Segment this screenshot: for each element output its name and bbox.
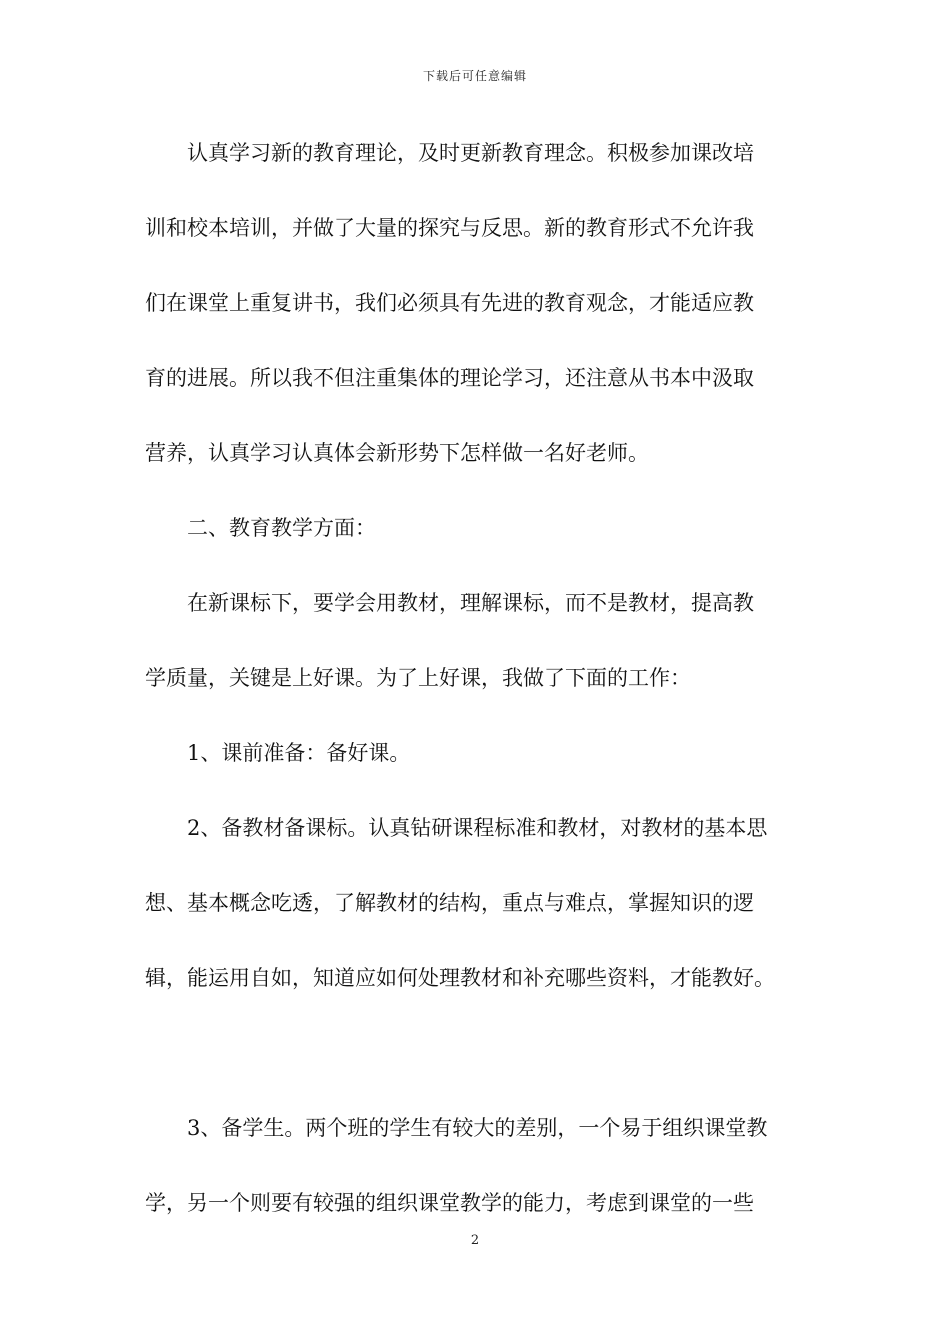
document-body: [145, 130, 815, 1255]
list-item: 1、课前准备：备好课。: [187, 741, 411, 765]
paragraph-line: 学质量，关键是上好课。为了上好课，我做了下面的工作：: [145, 666, 691, 690]
paragraph-line: 们在课堂上重复讲书，我们必须具有先进的教育观念，才能适应教: [145, 291, 754, 315]
page-header: 下载后可任意编辑: [422, 69, 527, 83]
paragraph-line: 营养，认真学习认真体会新形势下怎样做一名好老师。: [145, 441, 649, 465]
page-number: 2: [470, 1233, 480, 1248]
list-item: 2、备教材备课标。认真钻研课程标准和教材，对教材的基本思: [187, 816, 768, 840]
paragraph-line: 在新课标下，要学会用教材，理解课标，而不是教材，提高教: [187, 591, 754, 615]
list-item: 3、备学生。两个班的学生有较大的差别，一个易于组织课堂教: [187, 1116, 768, 1140]
paragraph-line: 训和校本培训，并做了大量的探究与反思。新的教育形式不允许我: [145, 216, 754, 240]
paragraph-line: 想、基本概念吃透，了解教材的结构，重点与难点，掌握知识的逻: [145, 891, 754, 915]
paragraph-line: 辑，能运用自如，知道应如何处理教材和补充哪些资料，才能教好。: [145, 966, 775, 990]
paragraph-line: 认真学习新的教育理论，及时更新教育理念。积极参加课改培: [187, 141, 754, 165]
paragraph-line: 育的进展。所以我不但注重集体的理论学习，还注意从书本中汲取: [145, 366, 754, 390]
section-heading: 二、教育教学方面：: [187, 516, 376, 540]
paragraph-line: 学，另一个则要有较强的组织课堂教学的能力，考虑到课堂的一些: [145, 1191, 754, 1215]
blank-line: [145, 1030, 815, 1105]
